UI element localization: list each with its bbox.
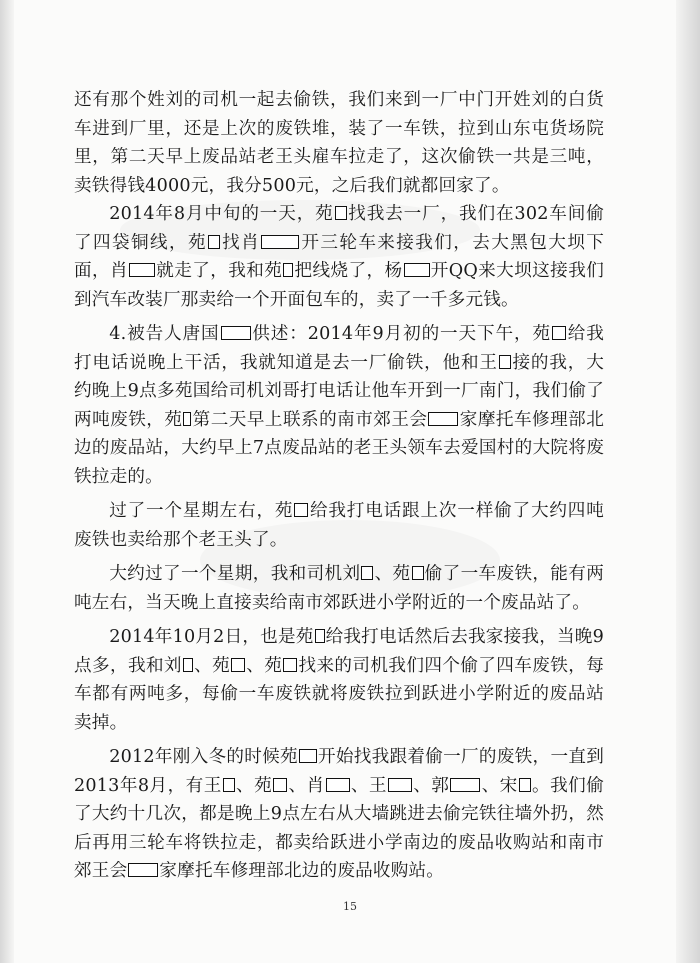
text-segment: 给我打电话然后去我家接我，当晚9点多，我和刘 [74,627,604,676]
page-right-edge-shadow [676,0,700,963]
text-segment: 给我打电话说晚上干活，我就知道是去一厂偷铁，他和王 [74,324,605,373]
text-segment: 、王 [350,775,387,796]
redaction-box [335,206,347,220]
text-segment: 2014年8月中旬的一天，苑 [109,204,334,224]
paragraph [74,200,604,314]
redaction-box [183,412,191,426]
paragraph [74,623,604,737]
redaction-box [315,629,325,643]
redaction-box [223,778,235,792]
text-segment: 家摩托车修理部北边的废品站，大约早上7点废品站的老王头领车去爱国村的大院将废铁拉走的。 [74,409,604,487]
text-segment: 把线烧了，杨 [294,261,403,281]
text-segment: 给我打电话跟上次一样偷了大约四吨废铁也卖给那个老王头了。 [74,501,604,550]
text-segment: 接的我，大约晚上9点多苑国给司机刘哥打电话让他车开到一厂南门，我们偷了两吨废铁，苑 [74,352,604,430]
text-segment: 过了一个星期左右，苑 [109,501,294,521]
paragraph [74,86,604,200]
redaction-box [450,778,480,792]
text-segment: 开三轮车来接我们，去大黑包大坝下面，肖 [74,232,605,281]
redaction-box [208,235,220,249]
text-segment: 、苑 [235,775,273,796]
redaction-box [273,778,287,792]
text-segment: 大约过了一个星期，我和司机刘 [109,564,361,584]
redaction-box [404,263,430,277]
text-segment: 4.被告人唐国 [109,324,220,344]
redaction-box [183,658,193,672]
text-segment: 供述：2014年9月初的一天下午，苑 [251,324,552,344]
redaction-box [231,658,245,672]
redaction-box [428,412,458,426]
text-segment: 开QQ来大坝这接我们到汽车改装厂那卖给一个开面包车的，卖了一千多元钱。 [74,261,604,310]
text-segment: 偷了一车废铁，能有两吨左右，当天晚上直接卖给南市郊跃进小学附近的一个废品站了。 [74,564,604,613]
text-segment: 、肖 [288,775,325,796]
redaction-box [129,263,155,277]
page-left-edge-shadow [0,0,14,963]
redaction-box [294,503,308,517]
text-segment: 、苑 [193,655,231,676]
redaction-box [326,778,350,792]
redaction-box [261,235,299,249]
text-segment: 、郭 [412,775,450,796]
text-segment: 、宋 [481,775,518,796]
redaction-box [552,326,566,340]
redaction-box [221,326,251,340]
text-segment: 找来的司机我们四个偷了四车废铁，每车都有两吨多，每偷一车废铁就将废铁拉到跃进小学附近的废品站卖掉。 [74,655,605,733]
text-segment: 就走了，我和苑 [156,261,283,281]
paragraph [74,743,604,886]
redaction-box [412,566,424,580]
text-segment: 2012年刚入冬的时候苑 [109,747,298,767]
redaction-box [519,778,531,792]
text-segment: 找肖 [220,232,261,253]
redaction-box [283,263,293,277]
paragraph [74,497,604,554]
redaction-box [361,566,373,580]
text-segment: 家摩托车修理部北边的废品收购站。 [159,861,445,881]
redaction-box [128,863,158,877]
paragraph [74,320,604,491]
paragraph [74,560,604,617]
text-segment: 、苑 [374,564,411,584]
text-segment: 第二天早上联系的南市郊王会 [192,409,428,430]
redaction-box [299,749,317,763]
text-segment: 找我去一厂，我们在302车间偷了四袋铜线，苑 [74,204,604,253]
page-number: 15 [343,900,357,913]
document-body [74,86,604,886]
text-segment: 、苑 [246,655,283,676]
redaction-box [499,355,511,369]
redaction-box [388,778,412,792]
text-segment: 。我们偷了大约十几次，都是晚上9点左右从大墙跳进去偷完铁往墙外扔，然后再用三轮车将铁拉走，都卖给跃进小学南边的废品收购站和南市郊王会 [74,775,604,881]
text-segment: 还有那个姓刘的司机一起去偷铁，我们来到一厂中门开姓刘的白货车进到厂里，还是上次的废铁堆，装了一车铁，拉到山东屯货场院里，第二天早上废品站老王头雇车拉走了，这次偷铁一共是三吨，卖铁得钱4000元，我分500元，之后我们就都回家了。 [74,90,604,196]
text-segment: 开始找我跟着偷一厂的废铁，一直到2013年8月，有王 [74,747,604,796]
text-segment: 2014年10月2日，也是苑 [109,627,314,647]
redaction-box [283,658,297,672]
